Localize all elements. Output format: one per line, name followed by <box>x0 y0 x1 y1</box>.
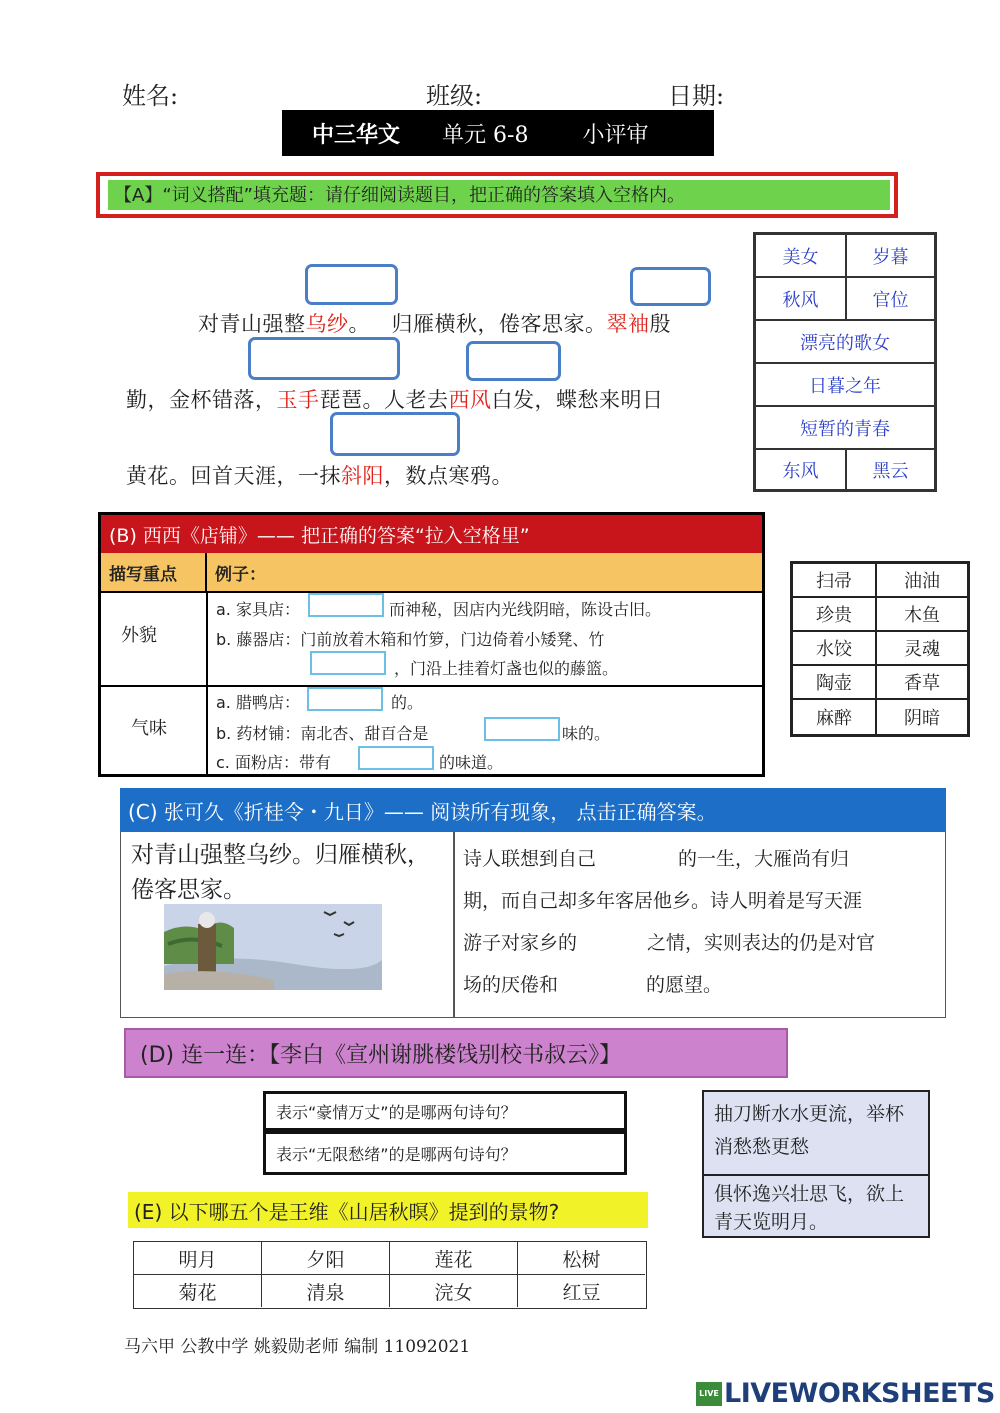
word-option[interactable]: 木鱼 <box>877 598 967 632</box>
row-label-smell: 气味 <box>131 718 167 739</box>
section-b-word-bank <box>790 561 970 737</box>
match-question-2[interactable]: 表示“无限愁绪”的是哪两句诗句？ <box>263 1131 627 1175</box>
drop-blank-5[interactable] <box>358 746 434 770</box>
scene-option[interactable]: 夕阳 <box>262 1242 390 1275</box>
scene-option[interactable]: 红豆 <box>562 1281 601 1304</box>
liveworksheets-logo <box>696 1378 995 1409</box>
example-herb-post: 味的。 <box>562 724 611 743</box>
column-header-focus: 描写重点 <box>101 553 207 591</box>
name-label: 姓名: <box>122 82 179 110</box>
word-option[interactable]: 水饺 <box>793 632 877 666</box>
section-b-title: (B) 西西《店铺》—— 把正确的答案“拉入空格里” <box>101 515 762 553</box>
drop-blank-1[interactable] <box>308 593 384 617</box>
logo-text: LIVEWORKSHEETS <box>724 1378 995 1409</box>
example-furniture-pre: a. 家具店： <box>216 600 300 619</box>
drop-blank-4[interactable] <box>484 717 560 741</box>
section-e-question: (E) 以下哪五个是王维《山居秋暝》提到的景物? <box>128 1192 648 1228</box>
example-duck-post: 的。 <box>391 693 424 712</box>
footer-credit: 马六甲 公教中学 姚毅勋老师 编制 11092021 <box>124 1337 471 1357</box>
unit-title: 单元 6-8 <box>442 122 529 148</box>
poem-line-2: 勤，金杯错落，玉手琵琶。人老去西风白发，蝶愁来明日 <box>126 388 664 412</box>
date-label: 日期: <box>668 82 725 110</box>
word-option[interactable]: 香草 <box>877 666 967 700</box>
answer-blank-3[interactable] <box>248 337 400 380</box>
word-option[interactable]: 麻醉 <box>793 700 877 734</box>
match-question-1[interactable]: 表示“豪情万丈”的是哪两句诗句？ <box>263 1091 627 1131</box>
word-option[interactable]: 珍贵 <box>793 598 877 632</box>
example-rattan-pre: b. 藤器店：门前放着木箱和竹箩，门边倚着小矮凳、竹 <box>216 630 605 649</box>
word-option[interactable]: 漂亮的歌女 <box>756 321 934 364</box>
section-a-instruction-box <box>96 172 898 218</box>
section-d-title: (D) 连一连：【李白《宣州谢朓楼饯别校书叔云》】 <box>124 1028 788 1078</box>
column-header-example: 例子： <box>207 553 762 591</box>
example-rattan-post: ，门沿上挂着灯盏也似的藤篮。 <box>394 659 619 678</box>
poem-line-1: 对青山强整乌纱。 归雁横秋，倦客思家。翠袖殷 <box>198 312 672 336</box>
section-c-title: (C) 张可久《折桂令・九日》—— 阅读所有现象， 点击正确答案。 <box>120 788 946 832</box>
match-answer-2[interactable]: 俱怀逸兴壮思飞，欲上青天览明月。 <box>702 1174 930 1238</box>
section-c-passage: 诗人联想到自己 的一生，大雁尚有归 期，而自己却多年客居他乡。诗人明着是写天涯 游子对家乡的 之情，实则表达的仍是对官 场的厌倦和 的愿望。 <box>463 848 876 996</box>
scene-option[interactable]: 菊花 <box>134 1275 262 1307</box>
drop-blank-3[interactable] <box>307 687 383 711</box>
section-c-poem: 对青山强整乌纱。归雁横秋，倦客思家。 <box>131 842 430 903</box>
section-e-options <box>133 1241 647 1309</box>
word-option[interactable]: 陶壶 <box>793 666 877 700</box>
scene-option[interactable]: 莲花 <box>390 1242 518 1275</box>
scene-option[interactable]: 松树 <box>518 1242 645 1275</box>
section-b-table <box>98 512 765 777</box>
word-option[interactable]: 秋风 <box>756 278 847 321</box>
class-label: 班级: <box>426 82 483 110</box>
answer-blank-5[interactable] <box>330 412 460 456</box>
section-a-instruction: 【A】“词义搭配”填充题：请仔细阅读题目，把正确的答案填入空格内。 <box>114 185 685 206</box>
word-option[interactable]: 短暂的青春 <box>756 407 934 450</box>
word-option[interactable]: 美女 <box>756 235 847 278</box>
section-c-box <box>120 832 946 1018</box>
scene-option[interactable]: 清泉 <box>262 1275 390 1307</box>
example-flour-pre: c. 面粉店：带有 <box>216 753 331 772</box>
example-herb-pre: b. 药材铺：南北杏、甜百合是 <box>216 724 429 743</box>
word-option[interactable]: 油油 <box>877 564 967 598</box>
logo-badge: LIVE <box>696 1382 722 1406</box>
word-option[interactable]: 日暮之年 <box>756 364 934 407</box>
example-duck-pre: a. 腊鸭店： <box>216 693 300 712</box>
word-option[interactable]: 灵魂 <box>877 632 967 666</box>
match-answer-1[interactable]: 抽刀断水水更流，举杯消愁愁更愁 <box>702 1090 930 1176</box>
word-option[interactable]: 阴暗 <box>904 708 940 729</box>
example-furniture-post: 而神秘，因店内光线阴暗，陈设古旧。 <box>389 600 662 619</box>
word-option[interactable]: 东风 <box>756 450 847 489</box>
word-option[interactable]: 岁暮 <box>847 235 934 278</box>
answer-blank-1[interactable] <box>305 264 398 305</box>
word-option[interactable]: 黑云 <box>872 460 909 482</box>
drop-blank-2[interactable] <box>310 651 386 675</box>
worksheet-title-bar <box>282 110 714 156</box>
answer-blank-4[interactable] <box>466 341 561 381</box>
scene-option[interactable]: 明月 <box>134 1242 262 1275</box>
answer-blank-2[interactable] <box>630 267 711 306</box>
word-option[interactable]: 官位 <box>847 278 934 321</box>
scene-option[interactable]: 浣女 <box>390 1275 518 1307</box>
section-a-word-bank <box>753 232 937 492</box>
poem-line-3: 黄花。回首天涯，一抹斜阳，数点寒鸦。 <box>126 464 513 488</box>
example-flour-post: 的味道。 <box>439 753 504 772</box>
course-title: 中三华文 <box>312 122 401 148</box>
poem-illustration <box>164 904 382 990</box>
word-option[interactable]: 扫帚 <box>793 564 877 598</box>
row-label-appearance: 外貌 <box>121 625 157 646</box>
assessment-title: 小评审 <box>582 122 649 148</box>
